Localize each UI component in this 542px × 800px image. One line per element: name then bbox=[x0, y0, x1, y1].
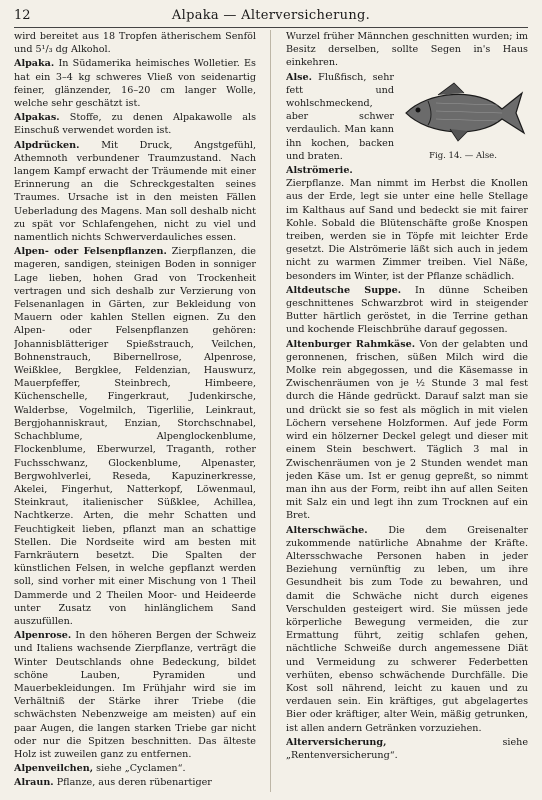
figure-alse bbox=[398, 73, 528, 165]
entry-alpenveilchen: Alpenveilchen, siehe „Cyclamen“. bbox=[14, 763, 186, 775]
entry-alraun: Alraun. Pflanze, aus deren rübenartiger bbox=[14, 777, 212, 789]
entry-alpenpflanzen: Alpen- oder Felsenpflanzen. Zierpflanzen, die mageren, sandigen, steinigen Boden in sonniger Lage lieben, hohen Grad von Trockenheit vertragen und sich deshalb zur Verzierung von Felsenanlagen in Gärten, zur Bekleidung von Mauern oder kahlen Stellen eignen. Zu den Alpen- oder Felsenpflanzen gehören: Johannisblätteriger Spießstrauch, Veilchen, Bohnenstrauch, Bibernellrose, Alpenrose, Weißklee, Bergklee, Feldenzian, Hauswurz, Mauerpfeffer, Steinbrech, Himbeere, Küchenschelle, Fingerkraut, Judenkirsche, Walderbse, Vogelmilch, Tigerlilie, Leinkraut, Bergjohanniskraut, Enzian, Storchschnabel, Schachblume, Alpenglockenblume, Flockenblume, Eberwurzel, Traganth, rother Fuchsschwanz, Glockenblume, Alpenaster, Bergwohlverlei, Reseda, Kapuzinerkresse, Akelei, Fingerhut, Natterkopf, Löwenmaul, Steinkraut, italienischer Süßklee, Achillea, Nachtkerze. Arten, die mehr Schatten und Feuchtigkeit lieben, pflanzt man an schattige Stellen. Die Nordseite wird am besten mit Farnkräutern besetzt. Die Spalten der künstlichen Felsen, in welche gepflanzt werden soll, sind vorher mit einer Mischung von 1 Theil Dammerde und 2 Theilen Moor- und Heideerde unter Zusatz von hinlänglichem Sand auszufüllen. bbox=[14, 246, 256, 627]
page-header bbox=[14, 4, 528, 26]
left-column bbox=[14, 30, 256, 792]
figure-caption: Fig. 14. — Alse. bbox=[429, 150, 497, 161]
entry-alse: Alse. Flußfisch, sehr fett und wohlschmeckend, aber schwer verdaulich. Man kann ihn kochen, backen und braten. bbox=[286, 71, 394, 162]
header-rule bbox=[14, 27, 528, 28]
column-divider bbox=[270, 30, 271, 792]
entry-alpdruecken: Alpdrücken. Mit Druck, Angstgefühl, Athemnoth verbundener Traumzustand. Nach langem Kampf erwacht der Träumende mit einer Erinnerung an die Schreckgestalten seines Traumes. Ursache ist in den meisten Fällen Ueberladung des Magens. Man soll deshalb nicht zu spät vor Schlafengehen, nicht zu viel und namentlich nichts Schwerverdauliches essen. bbox=[14, 139, 256, 244]
fish-illustration-icon bbox=[398, 73, 528, 151]
running-title: Alpaka — Alterversicherung. bbox=[171, 7, 371, 23]
entry-altdeutsche-suppe: Altdeutsche Suppe. In dünne Scheiben geschnittenes Schwarzbrot wird in steigender Butter härtlich geröstet, in die Terrine gethan und kochende Fleischbrühe darauf gegossen. bbox=[286, 284, 528, 336]
right-column bbox=[286, 30, 528, 792]
entry: Wurzel früher Männchen geschnitten wurden; im Besitz derselben, sollte Segen in's Haus einkehren. bbox=[286, 31, 528, 69]
entry-alstroemerie: Alströmerie. Zierpflanze. Man nimmt im Herbst die Knollen aus der Erde, legt sie unter eine helle Stellage im Kalthaus auf Sand und bedeckt sie mit fairer Kohle. Sobald die Blütenschäfte große Knospen treiben, werden sie in Töpfe mit leichter Erde gesetzt. Die Alströmerie läßt sich auch in jedem nicht zu warmen Zimmer treiben. Viel Näße, besonders im Winter, ist der Pflanze schädlich. bbox=[286, 165, 528, 282]
entry-alpaka: Alpaka. In Südamerika heimisches Wolletier. Es hat ein 3–4 kg schweres Vließ von seidenartig feiner, glänzender, 16–20 cm langer Wolle, welche sehr geschätzt ist. bbox=[14, 58, 256, 110]
entry: wird bereitet aus 18 Tropfen ätherischem Senföl und 5¹/₃ dg Alkohol. bbox=[14, 31, 256, 56]
entry-alpenrose: Alpenrose. In den höheren Bergen der Schweiz und Italiens wachsende Zierpflanze, verträgt die Winter Deutschlands ohne Bedeckung, bildet schöne Lauben, Pyramiden und Mauerbekleidungen. Im Frühjahr wird sie im Verhältniß der Stärke ihrer Triebe (die schwächsten Nebenzweige am meisten) auf ein paar Augen, die langen starken Triebe gar nicht oder nur die Spitzen beschnitten. Das älteste Holz ist zuweilen ganz zu entfernen. bbox=[14, 630, 256, 760]
entry-alterschwaeche: Alterschwäche. Die dem Greisenalter zukommende natürliche Abnahme der Kräfte. Altersschwache Personen haben in jeder Beziehung vernünftig zu leben, um ihre Gesundheit bis zum Tode zu bewahren, und damit die Schwäche nicht durch eigenes Verschulden gesteigert wird. Sie müssen jede körperliche Bewegung vermeiden, die zur Ermattung führt, zeitig schlafen gehen, nächtliche Schweiße durch angemessene Diät und Vermeidung zu schwerer Federbetten verhüten, ebenso schwächende Durchfälle. Die Kost soll nährend, leicht zu kauen und zu verdauen sein. Ein kräftiges, gut abgelagertes Bier oder kräftiger, alter Wein, mäßig getrunken, ist allen andern Getränken vorzuziehen. bbox=[286, 524, 528, 734]
entry-alpakas: Alpakas. Stoffe, zu denen Alpakawolle als Einschuß verwendet worden ist. bbox=[14, 112, 256, 137]
entry-alterversicherung: Alterversicherung, siehe „Rentenversicherung“. bbox=[286, 736, 528, 761]
entry-altenburger-rahmkaese: Altenburger Rahmkäse. Von der gelabten und geronnenen, frischen, süßen Milch wird die Molke rein abgegossen, und die Käsemasse in Zwischenräumen von je ½ Stunde 3 mal fest durch die Hände gedrückt. Darauf salzt man sie und drückt sie so fest als möglich in mit vielen Löchern versehene Holzformen. Auf jede Form wird ein hölzerner Deckel gelegt und dieser mit einem Stein beschwert. Täglich 3 mal in Zwischenräumen von je 2 Stunden wendet man jeden Käse um. Ist er genug gepreßt, so nimmt man ihn aus der Form, reibt ihn auf allen Seiten mit Salz ein und legt ihn zum Trocknen auf ein Bret. bbox=[286, 338, 528, 522]
page-number: 12 bbox=[14, 7, 31, 23]
